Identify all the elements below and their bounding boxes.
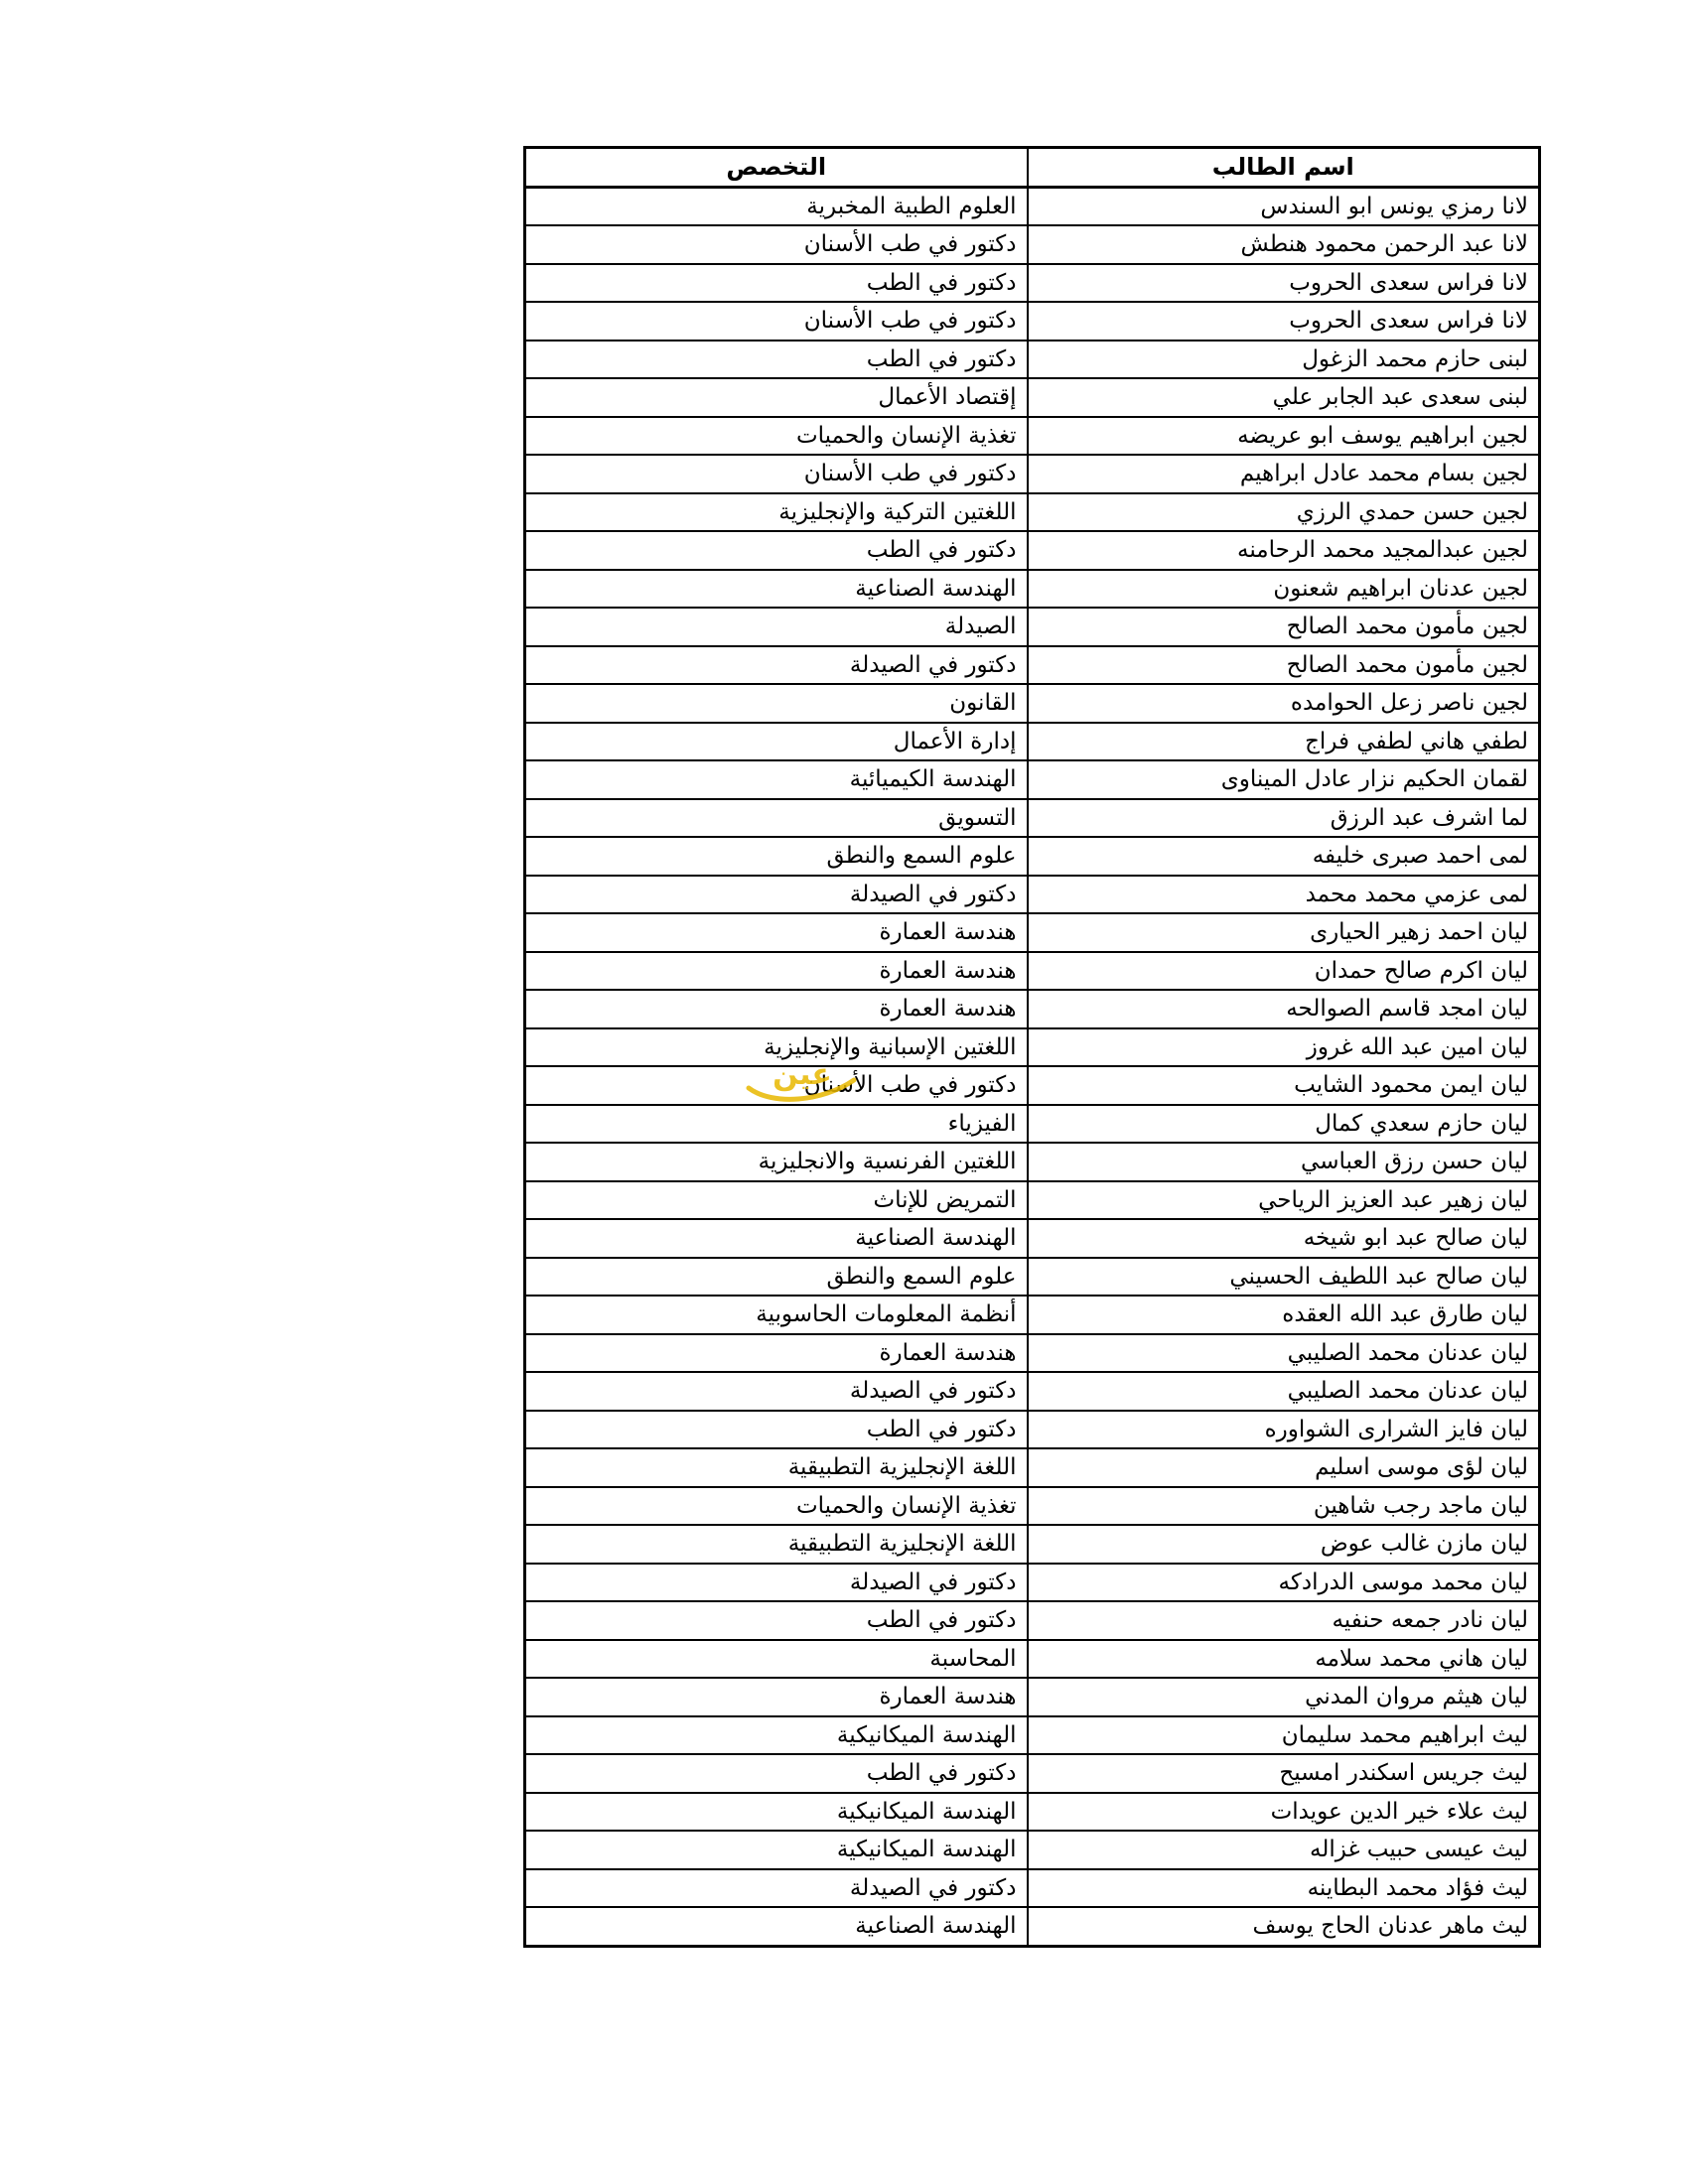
table-row: [525, 1219, 1540, 1258]
students-table-container: [523, 146, 1538, 1948]
column-header-major: التخصص: [525, 148, 1028, 188]
major-cell: اللغتين الفرنسية والانجليزية: [525, 1143, 1028, 1181]
student-name-cell: ليان ايمن محمود الشايب: [1028, 1066, 1540, 1105]
major-cell: تغذية الإنسان والحميات: [525, 1487, 1028, 1526]
major-cell: الفيزياء: [525, 1105, 1028, 1144]
student-name-cell: لانا عبد الرحمن محمود هنطش: [1028, 225, 1540, 264]
table-row: [525, 1181, 1540, 1220]
student-name-cell: لانا فراس سعدى الحروب: [1028, 302, 1540, 341]
student-name-cell: ليان فايز الشرارى الشواوره: [1028, 1411, 1540, 1449]
major-cell: دكتور في الطب: [525, 1754, 1028, 1793]
major-cell: دكتور في الطب: [525, 531, 1028, 570]
table-row: [525, 760, 1540, 799]
table-row: [525, 876, 1540, 914]
student-name-cell: لجين حسن حمدي الرزي: [1028, 493, 1540, 532]
major-cell: هندسة العمارة: [525, 952, 1028, 991]
table-row: [525, 1793, 1540, 1832]
student-name-cell: لجين عبدالمجيد محمد الرحامنه: [1028, 531, 1540, 570]
student-name-cell: ليان امجد قاسم الصوالحه: [1028, 990, 1540, 1028]
table-row: [525, 1334, 1540, 1373]
student-name-cell: ليث ابراهيم محمد سليمان: [1028, 1716, 1540, 1755]
student-name-cell: ليان ماجد رجب شاهين: [1028, 1487, 1540, 1526]
student-name-cell: ليث عيسى حبيب غزاله: [1028, 1831, 1540, 1869]
student-name-cell: ليان هيثم مروان المدني: [1028, 1678, 1540, 1716]
major-cell: اللغة الإنجليزية التطبيقية: [525, 1448, 1028, 1487]
table-row: [525, 341, 1540, 379]
student-name-cell: لجين مأمون محمد الصالح: [1028, 646, 1540, 685]
major-cell: اللغتين الإسبانية والإنجليزية: [525, 1028, 1028, 1067]
student-name-cell: لمى عزمي محمد محمد: [1028, 876, 1540, 914]
table-row: [525, 913, 1540, 952]
watermark-text: عين: [773, 1057, 832, 1092]
major-cell: دكتور في طب الأسنان: [525, 302, 1028, 341]
student-name-cell: ليان احمد زهير الحيارى: [1028, 913, 1540, 952]
student-name-cell: ليان حازم سعدي كمال: [1028, 1105, 1540, 1144]
student-name-cell: لجين بسام محمد عادل ابراهيم: [1028, 455, 1540, 493]
student-name-cell: ليان مازن غالب عوض: [1028, 1525, 1540, 1564]
student-name-cell: ليان محمد موسى الدرادكه: [1028, 1564, 1540, 1602]
major-cell: تغذية الإنسان والحميات: [525, 417, 1028, 456]
table-row: [525, 378, 1540, 417]
student-name-cell: ليان اكرم صالح حمدان: [1028, 952, 1540, 991]
major-cell: علوم السمع والنطق: [525, 1258, 1028, 1297]
major-cell: دكتور في الطب: [525, 264, 1028, 303]
student-name-cell: لطفي هاني لطفي فراج: [1028, 723, 1540, 761]
table-row: [525, 1448, 1540, 1487]
student-name-cell: لجين عدنان ابراهيم شعنون: [1028, 570, 1540, 609]
major-cell: أنظمة المعلومات الحاسوبية: [525, 1296, 1028, 1334]
major-cell: دكتور في الصيدلة: [525, 1564, 1028, 1602]
table-row: [525, 646, 1540, 685]
major-cell: الهندسة الصناعية: [525, 570, 1028, 609]
major-cell: دكتور في الطب: [525, 1411, 1028, 1449]
table-row: [525, 455, 1540, 493]
table-row: [525, 1105, 1540, 1144]
table-row: [525, 302, 1540, 341]
table-row: [525, 225, 1540, 264]
student-name-cell: لمى احمد صبرى خليفه: [1028, 837, 1540, 876]
table-row: [525, 187, 1540, 225]
student-name-cell: ليث ماهر عدنان الحاج يوسف: [1028, 1907, 1540, 1946]
major-cell: علوم السمع والنطق: [525, 837, 1028, 876]
student-name-cell: ليان زهير عبد العزيز الرياحي: [1028, 1181, 1540, 1220]
major-cell: دكتور في الصيدلة: [525, 1869, 1028, 1908]
major-cell: الهندسة الكيميائية: [525, 760, 1028, 799]
watermark-logo: [743, 1050, 862, 1110]
table-row: [525, 608, 1540, 646]
table-row: [525, 1525, 1540, 1564]
major-cell: الصيدلة: [525, 608, 1028, 646]
major-cell: التسويق: [525, 799, 1028, 838]
major-cell: اللغة الإنجليزية التطبيقية: [525, 1525, 1028, 1564]
student-name-cell: ليان لؤى موسى اسليم: [1028, 1448, 1540, 1487]
major-cell: دكتور في الطب: [525, 1601, 1028, 1640]
student-name-cell: لجين مأمون محمد الصالح: [1028, 608, 1540, 646]
major-cell: المحاسبة: [525, 1640, 1028, 1679]
student-name-cell: ليان حسن رزق العباسي: [1028, 1143, 1540, 1181]
major-cell: الهندسة الميكانيكية: [525, 1831, 1028, 1869]
major-cell: القانون: [525, 684, 1028, 723]
student-name-cell: ليث علاء خير الدين عويدات: [1028, 1793, 1540, 1832]
table-header: [525, 148, 1540, 188]
table-row: [525, 531, 1540, 570]
students-majors-table: [523, 146, 1541, 1948]
major-cell: هندسة العمارة: [525, 990, 1028, 1028]
major-cell: دكتور في طب الأسنان: [525, 225, 1028, 264]
major-cell: دكتور في طب الأسنان: [525, 455, 1028, 493]
table-row: [525, 1143, 1540, 1181]
major-cell: دكتور في طب الأسنان: [525, 1066, 1028, 1105]
major-cell: إدارة الأعمال: [525, 723, 1028, 761]
student-name-cell: ليان طارق عبد الله العقده: [1028, 1296, 1540, 1334]
major-cell: هندسة العمارة: [525, 913, 1028, 952]
table-row: [525, 1678, 1540, 1716]
student-name-cell: لما اشرف عبد الرزق: [1028, 799, 1540, 838]
table-row: [525, 990, 1540, 1028]
major-cell: اللغتين التركية والإنجليزية: [525, 493, 1028, 532]
table-row: [525, 1831, 1540, 1869]
major-cell: دكتور في الصيدلة: [525, 646, 1028, 685]
table-row: [525, 1716, 1540, 1755]
major-cell: هندسة العمارة: [525, 1334, 1028, 1373]
table-row: [525, 1754, 1540, 1793]
major-cell: إقتصاد الأعمال: [525, 378, 1028, 417]
table-row: [525, 837, 1540, 876]
student-name-cell: ليث فؤاد محمد البطاينه: [1028, 1869, 1540, 1908]
table-row: [525, 1869, 1540, 1908]
major-cell: الهندسة الميكانيكية: [525, 1793, 1028, 1832]
table-row: [525, 723, 1540, 761]
student-name-cell: ليان نادر جمعه حنفيه: [1028, 1601, 1540, 1640]
table-row: [525, 493, 1540, 532]
table-row: [525, 1601, 1540, 1640]
table-row: [525, 570, 1540, 609]
table-row: [525, 1296, 1540, 1334]
major-cell: دكتور في الصيدلة: [525, 876, 1028, 914]
student-name-cell: ليان امين عبد الله غروز: [1028, 1028, 1540, 1067]
student-name-cell: لجين ناصر زعل الحوامده: [1028, 684, 1540, 723]
table-row: [525, 1640, 1540, 1679]
table-row: [525, 1564, 1540, 1602]
student-name-cell: لجين ابراهيم يوسف ابو عريضه: [1028, 417, 1540, 456]
student-name-cell: لانا رمزي يونس ابو السندس: [1028, 187, 1540, 225]
table-row: [525, 417, 1540, 456]
student-name-cell: ليان صالح عبد ابو شيخه: [1028, 1219, 1540, 1258]
major-cell: العلوم الطبية المخبرية: [525, 187, 1028, 225]
major-cell: الهندسة الصناعية: [525, 1907, 1028, 1946]
student-name-cell: ليان هاني محمد سلامه: [1028, 1640, 1540, 1679]
student-name-cell: لبنى سعدى عبد الجابر علي: [1028, 378, 1540, 417]
table-row: [525, 1066, 1540, 1105]
table-row: [525, 952, 1540, 991]
major-cell: الهندسة الميكانيكية: [525, 1716, 1028, 1755]
student-name-cell: ليان عدنان محمد الصليبي: [1028, 1372, 1540, 1411]
student-name-cell: لانا فراس سعدى الحروب: [1028, 264, 1540, 303]
table-row: [525, 1907, 1540, 1946]
table-row: [525, 1411, 1540, 1449]
table-row: [525, 1487, 1540, 1526]
table-row: [525, 1028, 1540, 1067]
table-row: [525, 799, 1540, 838]
major-cell: هندسة العمارة: [525, 1678, 1028, 1716]
student-name-cell: لبنى حازم محمد الزغول: [1028, 341, 1540, 379]
student-name-cell: ليان عدنان محمد الصليبي: [1028, 1334, 1540, 1373]
major-cell: دكتور في الصيدلة: [525, 1372, 1028, 1411]
student-name-cell: ليث جريس اسكندر امسيح: [1028, 1754, 1540, 1793]
major-cell: دكتور في الطب: [525, 341, 1028, 379]
major-cell: الهندسة الصناعية: [525, 1219, 1028, 1258]
table-body: [525, 187, 1540, 1946]
major-cell: التمريض للإناث: [525, 1181, 1028, 1220]
student-name-cell: لقمان الحكيم نزار عادل الميناوى: [1028, 760, 1540, 799]
table-header-row: [525, 148, 1540, 188]
table-row: [525, 264, 1540, 303]
column-header-student-name: اسم الطالب: [1028, 148, 1540, 188]
table-row: [525, 684, 1540, 723]
table-row: [525, 1372, 1540, 1411]
student-name-cell: ليان صالح عبد اللطيف الحسيني: [1028, 1258, 1540, 1297]
table-row: [525, 1258, 1540, 1297]
